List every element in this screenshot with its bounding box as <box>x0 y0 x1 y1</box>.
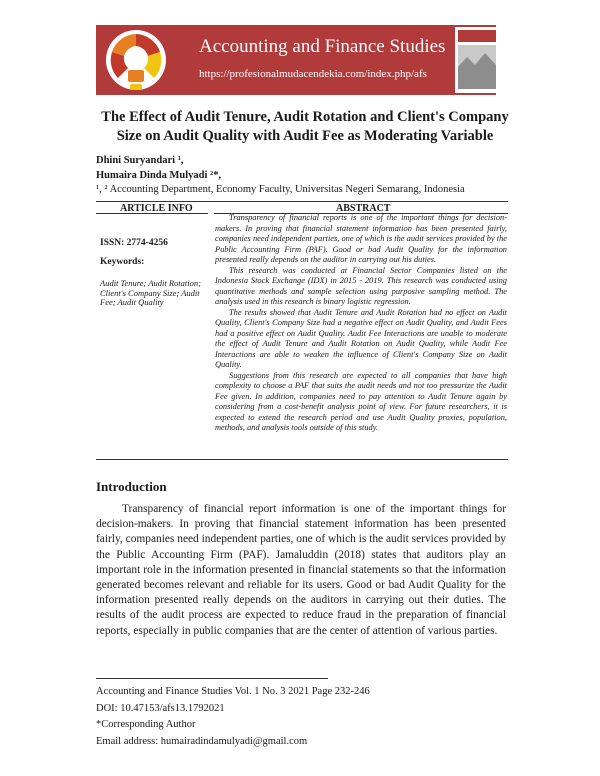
abstract-heading: ABSTRACT <box>336 203 391 214</box>
journal-title: Accounting and Finance Studies <box>199 36 446 57</box>
paper-title: The Effect of Audit Tenure, Audit Rotation and Client's Company Size on Audit Quality with Audit Fee as Moderating Variable <box>101 109 509 144</box>
email-line[interactable]: Email address: humairadindamulyadi@gmail.com <box>96 735 308 747</box>
divider <box>96 459 508 460</box>
abstract-body <box>215 213 507 434</box>
divider <box>96 213 208 214</box>
section-heading-introduction: Introduction <box>96 479 167 494</box>
journal-url[interactable]: https://profesionalmudacendekia.com/index.php/afs <box>199 68 427 80</box>
page-footer <box>96 684 506 750</box>
abstract-paragraph: Suggestions from this research are expected to all companies that have high complexity to choose a PAF that suits the audit needs and not too pressurize the Audit Fee given. In addition, companies need to pay attention to Audit Tenure again by considering from a cost-benefit analysis point of view. For future researchers, it is expected to extend the research period and use Audit Quality proxies, population, methods, and analysis tools outside of this study. <box>215 370 507 432</box>
corresponding-note: *Corresponding Author <box>96 719 196 730</box>
affiliation: ¹, ² Accounting Department, Economy Faculty, Universitas Negeri Semarang, Indonesia <box>96 184 465 195</box>
journal-logo <box>96 22 176 102</box>
abstract-paragraph: Transparency of financial reports is one of the important things for decision-makers. In proving that financial statement information has been presented fairly, companies need independent parties, one of which is the audit services provided by the Public Accounting Firm (PAF). Good or bad Audit Quality for the information presented really depends on the auditor in carrying out his duties. <box>215 213 507 264</box>
journal-cover-thumbnail <box>455 27 499 93</box>
keywords-label: Keywords: <box>100 257 145 267</box>
abstract-paragraph: This research was conducted at Financial Sector Companies listed on the Indonesia Stock Exchange (IDX) in 2015 - 2019. This research was conducted using quantitative methods and sample selection using purposive sampling method. The analysis used in this research is binary logistic regression. <box>215 265 507 306</box>
article-info-heading: ARTICLE INFO <box>120 203 193 214</box>
author-name: Dhini Suryandari ¹, <box>96 155 184 166</box>
introduction-paragraph: Transparency of financial report information is one of the important things for decision-makers. In proving that financial statement information has been presented fairly, companies need independent parties, one of which is the audit services provided by the Public Accounting Firm (PAF). Jamaluddin (2018) states that auditors play an important role in the information presented in financial statements so that the information generated becomes relevant and reliable for its users. Good or bad Audit Quality for the information presented really depends on the auditors in carrying out their duties. The results of the audit process are expected to reduce fraud in the preparation of financial reports, especially in public companies that are the center of attention of various parties. <box>96 503 506 637</box>
issn: ISSN: 2774-4256 <box>100 238 168 248</box>
doi-line[interactable]: DOI: 10.47153/afs13.1792021 <box>96 702 225 714</box>
footnote-divider <box>96 678 328 679</box>
introduction-body <box>96 502 506 639</box>
author-name: Humaira Dinda Mulyadi ²*, <box>96 170 222 181</box>
abstract-paragraph: The results showed that Audit Tenure and Audit Rotation had no effect on Audit Quality, Client's Company Size had a negative effect on Audit Quality, and Audit Fees had a positive effect on Audit Quality. Audit Fee Interactions are unable to moderate the effect of Audit Tenure and Audit Rotation on Audit Quality, while Audit Fee Interactions are able to weaken the influence of Client's Company Size on Audit Quality. <box>215 307 507 369</box>
keywords-list: Audit Tenure; Audit Rotation; Client's Company Size; Audit Fee; Audit Quality <box>100 278 201 307</box>
divider <box>96 201 508 202</box>
citation-line: Accounting and Finance Studies Vol. 1 No. 3 2021 Page 232-246 <box>96 686 370 697</box>
